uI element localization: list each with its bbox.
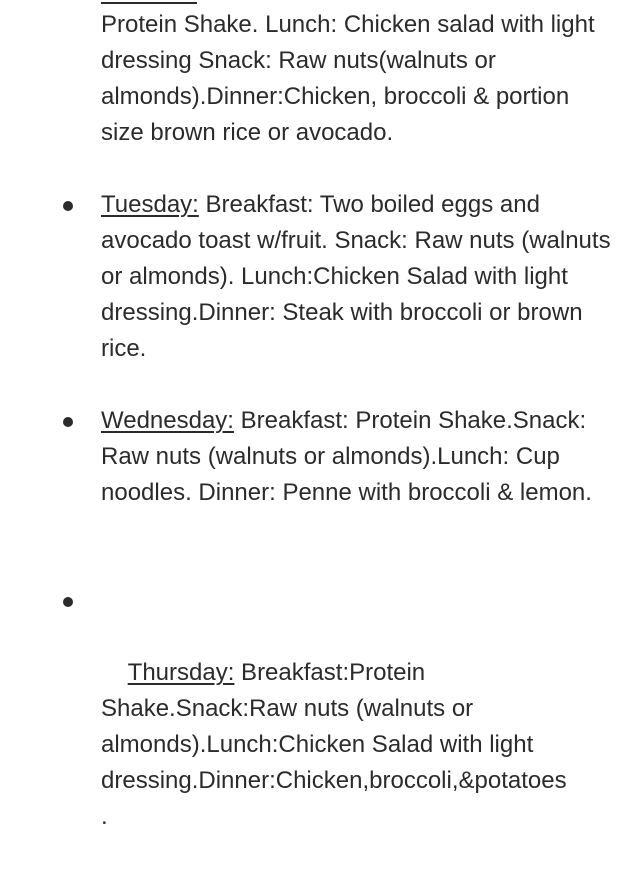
day-label-tuesday: Tuesday: [101, 191, 199, 218]
list-item-wednesday [101, 403, 611, 511]
list-item-tuesday [101, 187, 611, 367]
bullet-icon [63, 417, 73, 427]
meal-text-wednesday: Breakfast: Protein Shake.Snack: Raw nuts (walnuts or almonds).Lunch: Cup noodles. Dinner: Penne with broccoli & lemon. [101, 407, 592, 506]
bullet-icon [63, 597, 73, 607]
day-label-thursday: Thursday: [127, 659, 235, 686]
monday-continuation-text: Protein Shake. Lunch: Chicken salad with light dressing Snack: Raw nuts(walnuts or almonds).Dinner:Chicken, broccoli & portion size brown rice or avocado. [101, 11, 595, 146]
meal-text-tuesday: Breakfast: Two boiled eggs and avocado toast w/fruit. Snack: Raw nuts (walnuts or almonds). Lunch:Chicken Salad with light dressing.Dinner: Steak with broccoli or brown rice. [101, 191, 611, 362]
cut-off-underline [101, 2, 197, 4]
meal-text-thursday: Breakfast:Protein Shake.Snack:Raw nuts (walnuts or almonds).Lunch:Chicken Salad with light dressing.Dinner:Chicken,broccoli,&potatoes . [101, 659, 567, 830]
bullet-icon [63, 201, 73, 211]
list-item-thursday [101, 583, 611, 871]
day-label-wednesday: Wednesday: [101, 407, 234, 434]
